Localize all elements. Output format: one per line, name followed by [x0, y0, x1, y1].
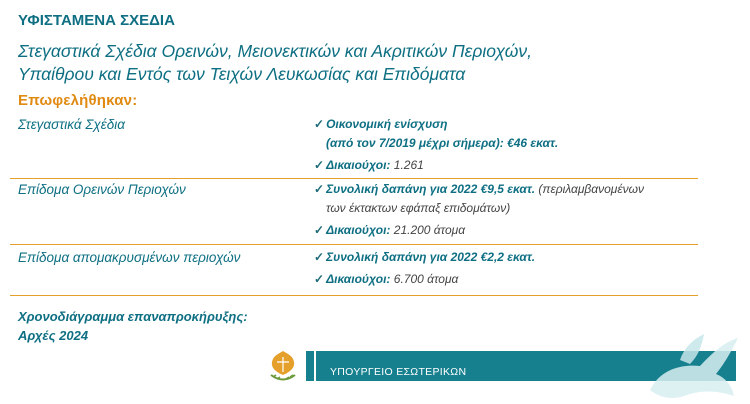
row-detail-housing-schemes [314, 115, 699, 175]
row-separator [10, 295, 698, 296]
footer-stripe [306, 351, 314, 381]
detail-item [314, 270, 699, 289]
schedule-label: Χρονοδιάγραμμα επαναπροκήρυξης: [18, 309, 248, 324]
detail-item [314, 221, 699, 240]
beneficiaries-value: 21.200 άτομα [393, 223, 466, 237]
check-icon: ✓ [314, 117, 325, 131]
detail-bold-text: Οικονομική ενίσχυση [326, 117, 448, 131]
check-icon: ✓ [314, 158, 325, 172]
detail-item [314, 180, 699, 199]
check-icon: ✓ [314, 250, 325, 264]
detail-item [314, 156, 699, 175]
row-detail-remote-allowance [314, 248, 699, 289]
detail-bold-text: Συνολική δαπάνη για 2022 €2,2 εκατ. [326, 250, 536, 264]
row-separator [10, 244, 698, 245]
beneficiaries-label: Δικαιούχοι: [326, 223, 391, 237]
row-label-housing-schemes: Στεγαστικά Σχέδια [18, 117, 125, 132]
beneficiaries-value: 6.700 άτομα [393, 272, 459, 286]
schedule-value: Αρχές 2024 [18, 328, 89, 343]
cyprus-emblem-icon [266, 348, 300, 384]
check-icon: ✓ [314, 272, 325, 286]
page-subtitle [18, 40, 718, 86]
beneficiaries-label: Δικαιούχοι: [326, 272, 391, 286]
ministry-name: ΥΠΟΥΡΓΕΙΟ ΕΣΩΤΕΡΙΚΩΝ [330, 366, 467, 378]
subtitle-line-2: Υπαίθρου και Εντός των Τειχών Λευκωσίας και Επιδόματα [18, 64, 466, 84]
detail-continuation: (από τον 7/2019 μέχρι σήμερα): €46 εκατ. [326, 136, 559, 150]
row-detail-mountain-allowance [314, 180, 699, 240]
check-icon: ✓ [314, 182, 325, 196]
benefited-title: Επωφελήθηκαν: [18, 92, 138, 109]
detail-item [314, 248, 699, 267]
reannouncement-schedule [18, 307, 248, 345]
row-label-mountain-allowance: Επίδομα Ορεινών Περιοχών [18, 182, 186, 197]
row-label-remote-allowance: Επίδομα απομακρυσμένων περιοχών [18, 250, 241, 265]
detail-item [314, 115, 699, 134]
detail-continuation: των έκτακτων εφάπαξ επιδομάτων) [326, 201, 511, 215]
page-heading: ΥΦΙΣΤΑΜΕΝΑ ΣΧΕΔΙΑ [18, 12, 175, 29]
detail-bold-text: Συνολική δαπάνη για 2022 €9,5 εκατ. [326, 182, 536, 196]
row-separator [10, 178, 698, 179]
subtitle-line-1: Στεγαστικά Σχέδια Ορεινών, Μειονεκτικών και Ακριτικών Περιοχών, [18, 41, 532, 61]
beneficiaries-value: 1.261 [393, 158, 424, 172]
beneficiaries-label: Δικαιούχοι: [326, 158, 391, 172]
dove-watermark-icon [620, 330, 740, 404]
detail-plain-text: (περιλαμβανομένων [538, 182, 644, 196]
check-icon: ✓ [314, 223, 325, 237]
